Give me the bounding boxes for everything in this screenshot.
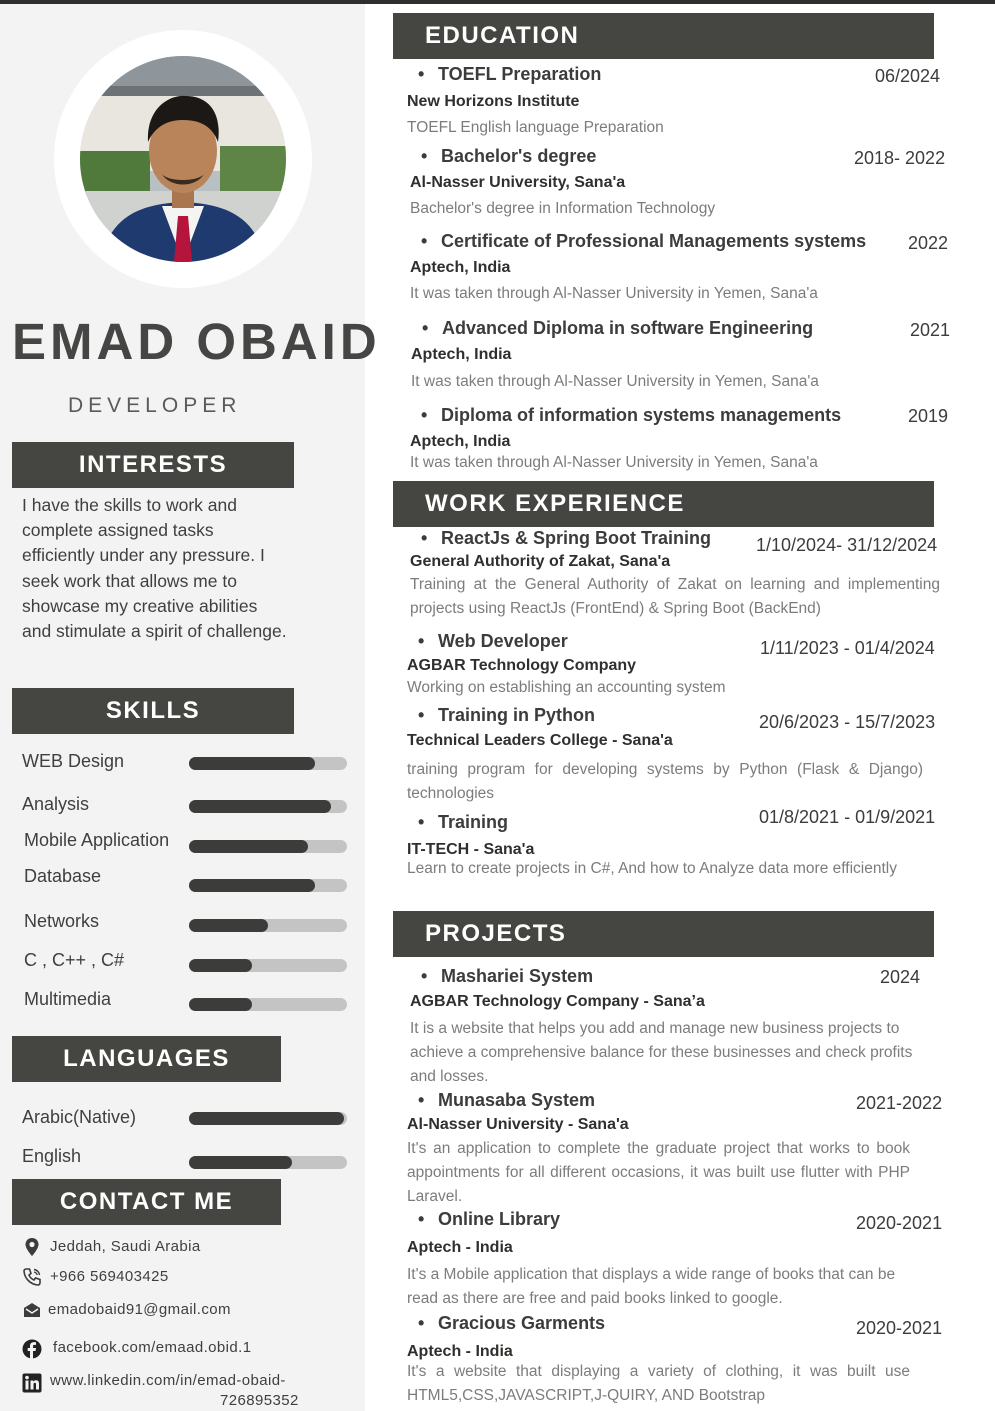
- work-title: • ReactJs & Spring Boot Training: [421, 528, 711, 549]
- education-date: 2019: [908, 406, 949, 426]
- skill-bar: [189, 757, 347, 770]
- skill-bar: [189, 959, 347, 972]
- interests-text: I have the skills to work and complete assigned tasks efficiently under any pressure. I seek work that allows me to showcase my creative abilities and stimulate a spirit of challenge.: [22, 495, 287, 642]
- skill-label: WEB Design: [22, 751, 125, 771]
- skill-label: Multimedia: [24, 989, 112, 1009]
- project-title: • Gracious Garments: [418, 1313, 605, 1334]
- skill-bar-fill: [189, 800, 331, 813]
- project-desc: It's a Mobile application that displays a wide range of books that can be read as there are free and paid books linked to google.: [407, 1266, 896, 1307]
- contact-heading: CONTACT ME: [12, 1179, 281, 1225]
- work-desc: Working on establishing an accounting system: [407, 679, 726, 696]
- project-date: 2021-2022: [856, 1093, 943, 1113]
- skill-bar-fill: [189, 959, 252, 972]
- contact-email[interactable]: emadobaid91@gmail.com: [48, 1301, 231, 1318]
- contact-phone[interactable]: +966 569403425: [50, 1268, 169, 1285]
- contact-location: Jeddah, Saudi Arabia: [50, 1238, 201, 1255]
- project-org: Aptech - India: [407, 1343, 513, 1360]
- project-title: • Munasaba System: [418, 1090, 595, 1111]
- education-date: 2022: [908, 233, 949, 253]
- language-label: English: [22, 1146, 82, 1166]
- education-desc: It was taken through Al-Nasser University in Yemen, Sana'a: [410, 454, 818, 471]
- education-title: • Certificate of Professional Managements systems: [421, 231, 866, 252]
- education-org: Al-Nasser University, Sana'a: [410, 174, 626, 191]
- profile-photo: [80, 56, 286, 262]
- project-org: Al-Nasser University - Sana'a: [407, 1116, 629, 1133]
- work-desc: Training at the General Authority of Zakat on learning and implementing projects using ReactJs (FrontEnd) & Spring Boot (BackEnd): [410, 576, 940, 617]
- education-date: 2018- 2022: [854, 148, 946, 168]
- skill-bar: [189, 998, 347, 1011]
- project-desc: It's a website that displaying a variety of clothing, it was built use HTML5,CSS,JAVASCRIPT,J-QUIRY, AND Bootstrap: [407, 1363, 910, 1404]
- skill-label: Networks: [24, 911, 100, 931]
- candidate-role: DEVELOPER: [68, 394, 242, 417]
- project-title: • Mashariei System: [421, 966, 593, 987]
- skill-label: C , C++ , C#: [24, 950, 125, 970]
- education-org: New Horizons Institute: [407, 93, 580, 110]
- education-desc: It was taken through Al-Nasser University in Yemen, Sana'a: [410, 285, 818, 302]
- work-date: 1/11/2023 - 01/4/2024: [760, 638, 935, 658]
- skill-bar: [189, 879, 347, 892]
- contact-linkedin[interactable]: www.linkedin.com/in/emad-obaid-: [50, 1372, 286, 1389]
- skill-bar-fill: [189, 998, 252, 1011]
- location-pin-icon: [22, 1237, 42, 1257]
- language-bar: [189, 1156, 347, 1169]
- language-bar-fill: [189, 1112, 344, 1125]
- education-desc: It was taken through Al-Nasser University in Yemen, Sana'a: [411, 373, 819, 390]
- facebook-icon: [22, 1339, 42, 1359]
- language-bar: [189, 1112, 347, 1125]
- language-label: Arabic(Native): [22, 1107, 137, 1127]
- project-desc: It is a website that helps you add and manage new business projects to achieve a comprehensive balance for these businesses and check profits and losses.: [410, 1020, 913, 1085]
- education-desc: Bachelor's degree in Information Technology: [410, 200, 716, 217]
- education-title: • TOEFL Preparation: [418, 64, 601, 85]
- interests-heading: INTERESTS: [12, 442, 294, 488]
- project-desc: It's an application to complete the graduate project that works to book appointments for all different occasions, it was built use flutter with PHP Laravel.: [407, 1140, 910, 1205]
- work-heading: WORK EXPERIENCE: [393, 481, 934, 527]
- education-title: • Diploma of information systems managements: [421, 405, 841, 426]
- skill-bar-fill: [189, 879, 315, 892]
- skill-bar-fill: [189, 919, 268, 932]
- project-org: Aptech - India: [407, 1239, 513, 1256]
- skill-label: Analysis: [22, 794, 90, 814]
- work-date: 1/10/2024- 31/12/2024: [756, 535, 938, 555]
- project-org: AGBAR Technology Company - Sana’a: [410, 993, 705, 1010]
- skill-bar: [189, 840, 347, 853]
- work-date: 01/8/2021 - 01/9/2021: [759, 807, 936, 827]
- project-title: • Online Library: [418, 1209, 560, 1230]
- projects-heading: PROJECTS: [393, 911, 934, 957]
- work-desc: training program for developing systems by Python (Flask & Django) technologies: [407, 761, 923, 802]
- education-date: 06/2024: [875, 66, 941, 86]
- contact-linkedin-cont[interactable]: 726895352: [220, 1392, 299, 1409]
- work-title: • Training: [418, 812, 508, 833]
- education-heading: EDUCATION: [393, 13, 934, 59]
- skill-label: Database: [24, 866, 102, 886]
- work-org: Technical Leaders College - Sana'a: [407, 732, 673, 749]
- education-title: • Advanced Diploma in software Engineering: [422, 318, 813, 339]
- skill-label: Mobile Application: [24, 830, 170, 850]
- work-org: General Authority of Zakat, Sana'a: [410, 553, 671, 570]
- contact-facebook[interactable]: facebook.com/emaad.obid.1: [53, 1339, 252, 1356]
- project-date: 2020-2021: [856, 1213, 943, 1233]
- languages-heading: LANGUAGES: [12, 1036, 281, 1082]
- email-icon: [22, 1300, 42, 1320]
- skill-bar-fill: [189, 757, 315, 770]
- education-title: • Bachelor's degree: [421, 146, 596, 167]
- education-org: Aptech, India: [410, 259, 511, 276]
- education-desc: TOEFL English language Preparation: [407, 119, 664, 136]
- work-title: • Training in Python: [418, 705, 595, 726]
- language-bar-fill: [189, 1156, 292, 1169]
- project-date: 2024: [880, 967, 921, 987]
- skills-heading: SKILLS: [12, 688, 294, 734]
- project-date: 2020-2021: [856, 1318, 943, 1338]
- candidate-name: EMAD OBAID: [12, 313, 381, 370]
- work-title: • Web Developer: [418, 631, 568, 652]
- linkedin-icon: [22, 1373, 42, 1393]
- skill-bar: [189, 800, 347, 813]
- education-date: 2021: [910, 320, 951, 340]
- skill-bar: [189, 919, 347, 932]
- education-org: Aptech, India: [410, 433, 511, 450]
- education-org: Aptech, India: [411, 346, 512, 363]
- phone-icon: [22, 1267, 42, 1287]
- work-org: AGBAR Technology Company: [407, 657, 637, 674]
- work-desc: Learn to create projects in C#, And how to Analyze data more efficiently: [407, 860, 897, 877]
- work-org: IT-TECH - Sana'a: [407, 841, 535, 858]
- skill-bar-fill: [189, 840, 308, 853]
- work-date: 20/6/2023 - 15/7/2023: [759, 712, 936, 732]
